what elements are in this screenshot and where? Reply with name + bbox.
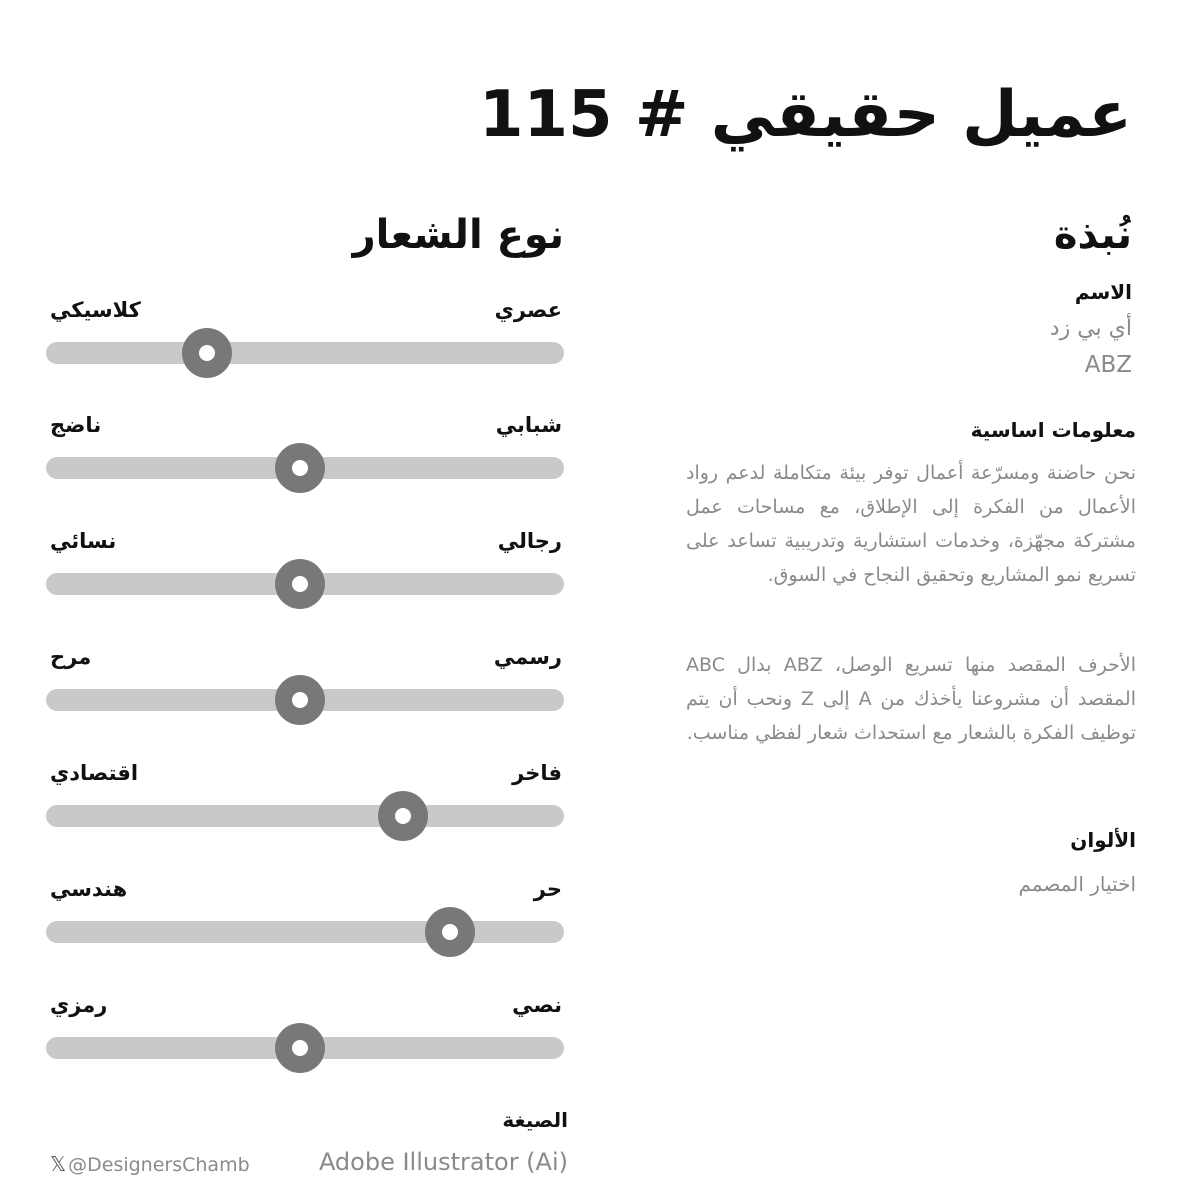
- slider-left-label: مرح: [50, 645, 92, 669]
- brief-heading: نُبذة: [1053, 212, 1132, 258]
- slider-handle[interactable]: [275, 675, 325, 725]
- slider-handle[interactable]: [425, 907, 475, 957]
- slider-left-label: هندسي: [50, 877, 128, 901]
- social-handle: [50, 1152, 250, 1176]
- basic-info-paragraph-2: الأحرف المقصد منها تسريع الوصل، ABZ بدال ABC المقصد أن مشروعنا يأخذك من A إلى Z ونحب أن يتم توظيف الفكرة بالشعار مع استحداث شعار لفظي مناسب.: [686, 654, 1136, 744]
- name-english: ABZ: [1084, 352, 1132, 378]
- slider-handle[interactable]: [378, 791, 428, 841]
- slider-left-label: رمزي: [50, 993, 108, 1017]
- slider-row: [46, 413, 564, 503]
- slider-left-label: اقتصادي: [50, 761, 139, 785]
- slider-right-label: حر: [533, 877, 562, 901]
- slider-row: [46, 645, 564, 735]
- colors-value: اختيار المصمم: [1018, 872, 1136, 896]
- slider-row: [46, 298, 564, 388]
- format-label: الصيغة: [502, 1108, 568, 1132]
- slider-handle[interactable]: [275, 1023, 325, 1073]
- slider-handle[interactable]: [275, 559, 325, 609]
- slider-track[interactable]: [46, 805, 564, 827]
- slider-left-label: نسائي: [50, 529, 117, 553]
- slider-left-label: ناضج: [50, 413, 102, 437]
- handle-text: @DesignersChamb: [68, 1154, 250, 1176]
- slider-handle[interactable]: [275, 443, 325, 493]
- slider-left-label: كلاسيكي: [50, 298, 141, 322]
- basic-info-paragraph-1: نحن حاضنة ومسرّعة أعمال توفر بيئة متكاملة لدعم رواد الأعمال من الفكرة إلى الإطلاق، مع مساحات عمل مشتركة مجهّزة، وخدمات استشارية وتدريبية تساعد على تسريع نمو المشاريع وتحقيق النجاح في السوق.: [686, 462, 1136, 586]
- name-label: الاسم: [1074, 280, 1132, 304]
- slider-row: [46, 993, 564, 1083]
- slider-right-label: نصي: [512, 993, 562, 1017]
- slider-right-label: شبابي: [495, 413, 562, 437]
- basic-info-label: معلومات اساسية: [970, 418, 1136, 442]
- page-title: عميل حقيقي # 115: [478, 78, 1132, 152]
- name-arabic: أي بي زد: [1049, 316, 1132, 341]
- slider-handle[interactable]: [182, 328, 232, 378]
- slider-row: [46, 877, 564, 967]
- slider-right-label: رسمي: [493, 645, 562, 669]
- slider-right-label: رجالي: [497, 529, 562, 553]
- x-logo-icon: 𝕏: [50, 1152, 67, 1176]
- logo-type-heading: نوع الشعار: [352, 212, 564, 258]
- colors-label: الألوان: [1070, 828, 1136, 852]
- slider-track[interactable]: [46, 921, 564, 943]
- format-value: Adobe Illustrator (Ai): [318, 1148, 568, 1176]
- slider-row: [46, 761, 564, 851]
- slider-row: [46, 529, 564, 619]
- slider-right-label: فاخر: [512, 761, 562, 785]
- slider-track[interactable]: [46, 342, 564, 364]
- slider-right-label: عصري: [494, 298, 562, 322]
